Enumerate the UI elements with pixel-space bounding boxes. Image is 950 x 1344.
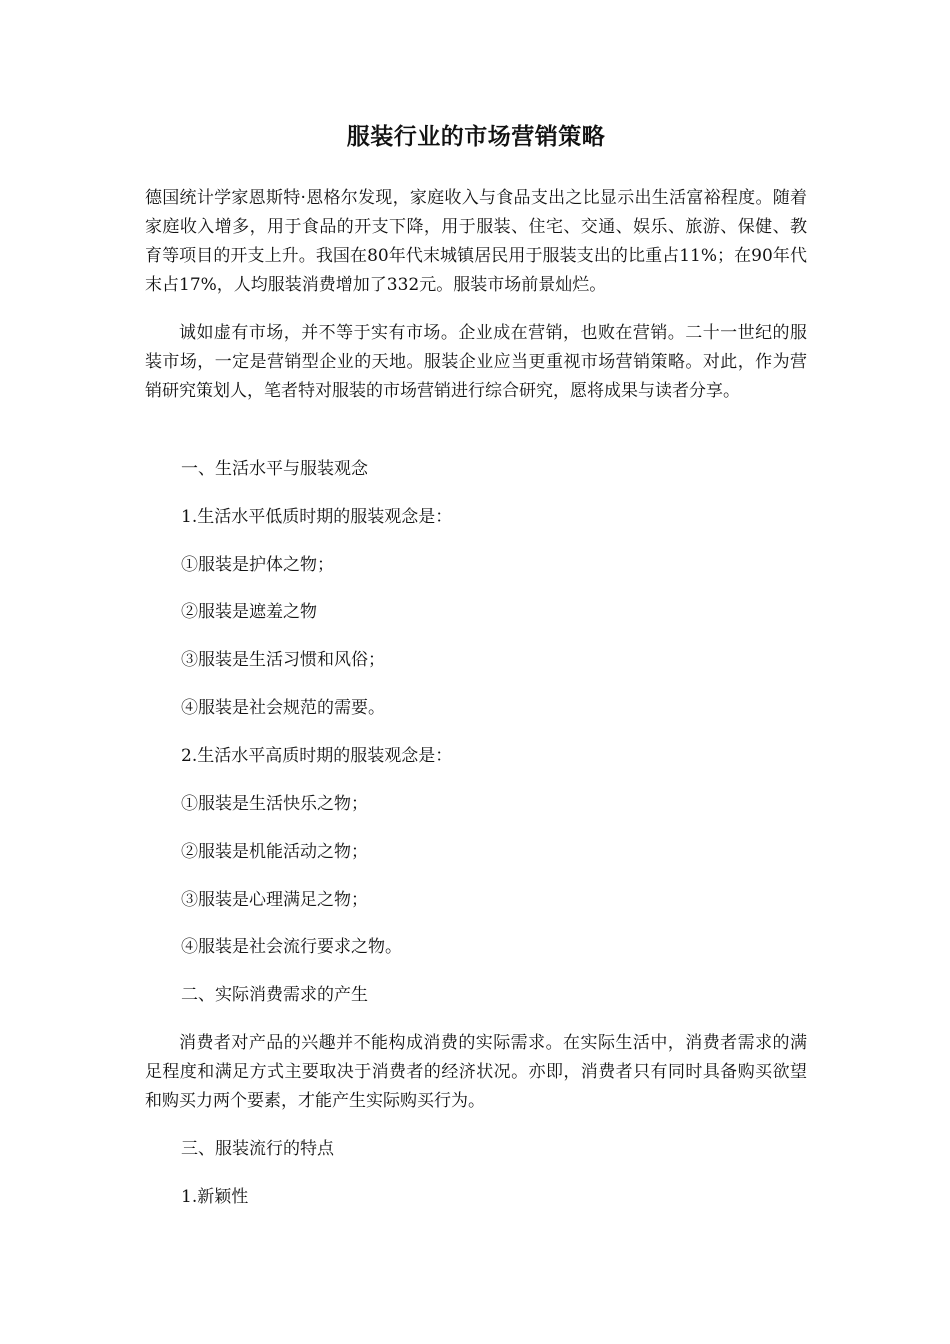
list-item: ③服装是生活习惯和风俗； bbox=[181, 650, 385, 670]
second-paragraph: 诚如虚有市场，并不等于实有市场。企业成在营销，也败在营销。二十一世纪的服装市场，一定是营销型企业的天地。服装企业应当更重视市场营销策略。对此，作为营销研究策划人，笔者特对服装的市场营销进行综合研究，愿将成果与读者分享。 bbox=[145, 323, 807, 401]
section-heading-3: 三、服装流行的特点 bbox=[181, 1139, 334, 1159]
list-item: ①服装是生活快乐之物； bbox=[181, 794, 368, 814]
list-item: ②服装是机能活动之物； bbox=[181, 842, 368, 862]
list-item: ④服装是社会规范的需要。 bbox=[181, 698, 385, 718]
section-heading-1: 一、生活水平与服装观念 bbox=[181, 459, 368, 479]
section-2-paragraph: 消费者对产品的兴趣并不能构成消费的实际需求。在实际生活中，消费者需求的满足程度和满足方式主要取决于消费者的经济状况。亦即，消费者只有同时具备购买欲望和购买力两个要素，才能产生实际购买行为。 bbox=[145, 1033, 807, 1111]
section-heading-2: 二、实际消费需求的产生 bbox=[181, 985, 368, 1005]
subsection-heading-1-1: 1.生活水平低质时期的服装观念是： bbox=[181, 507, 453, 527]
document-title: 服装行业的市场营销策略 bbox=[346, 123, 606, 150]
subsection-heading-3-1: 1.新颖性 bbox=[181, 1187, 249, 1207]
list-item: ②服装是遮羞之物 bbox=[181, 602, 317, 622]
list-item: ④服装是社会流行要求之物。 bbox=[181, 937, 402, 957]
list-item: ③服装是心理满足之物； bbox=[181, 890, 368, 910]
list-item: ①服装是护体之物； bbox=[181, 555, 334, 575]
subsection-heading-1-2: 2.生活水平高质时期的服装观念是： bbox=[181, 746, 453, 766]
intro-paragraph: 德国统计学家恩斯特·恩格尔发现，家庭收入与食品支出之比显示出生活富裕程度。随着家庭收入增多，用于食品的开支下降，用于服装、住宅、交通、娱乐、旅游、保健、教育等项目的开支上升。我国在80年代末城镇居民用于服装支出的比重占11%；在90年代末占17%，人均服装消费增加了332元。服装市场前景灿烂。 bbox=[145, 188, 807, 295]
